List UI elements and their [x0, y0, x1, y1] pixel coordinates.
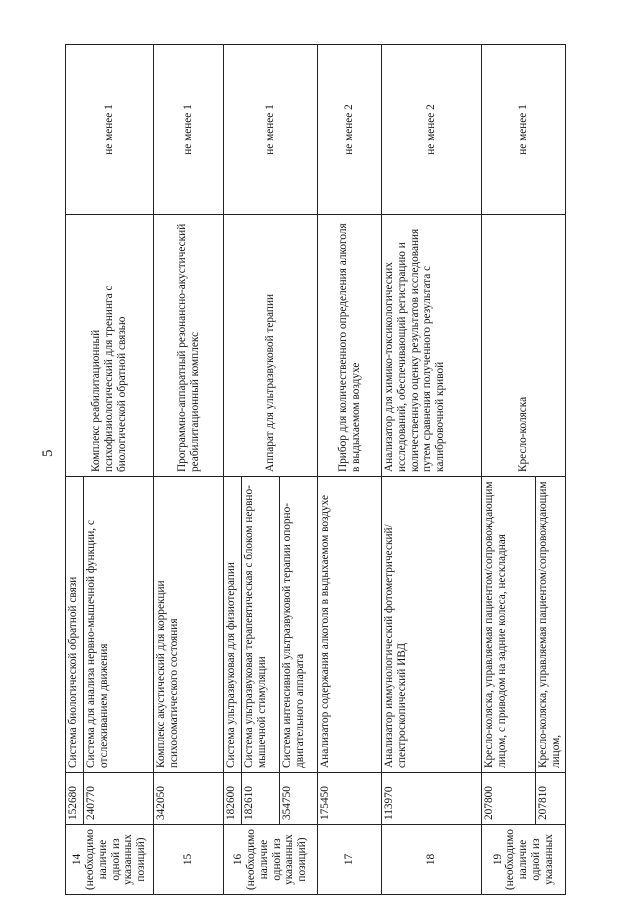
group-number-cell: 15 [154, 825, 224, 895]
code-cell: 240770 [84, 773, 154, 825]
quantity-cell: не менее 1 [154, 45, 224, 215]
name-cell: Анализатор иммунологический фотометрический/спектроскопический ИВД [382, 477, 482, 773]
code-cell: 113970 [382, 773, 482, 825]
quantity-cell: не менее 1 [224, 45, 318, 215]
code-cell: 207800 [482, 773, 536, 825]
group-number-cell: 16 (необходимо наличие одной из указанных позиций) [224, 825, 318, 895]
equipment-table [65, 44, 566, 895]
code-cell: 152680 [66, 773, 84, 825]
code-cell: 182600 [224, 773, 242, 825]
name-cell: Система ультразвуковая для физиотерапии [224, 477, 242, 773]
name-cell: Система биологической обратной связи [66, 477, 84, 773]
quantity-cell: не менее 2 [382, 45, 482, 215]
name-cell: Анализатор содержания алкоголя в выдыхаемом воздухе [318, 477, 382, 773]
quantity-cell: не менее 1 [66, 45, 154, 215]
equipment-cell: Прибор для количественного определения алкоголя в выдыхаемом воздухе [318, 215, 382, 477]
table-row [482, 45, 536, 895]
equipment-cell: Кресло-коляска [482, 215, 566, 477]
equipment-cell: Аппарат для ультразвуковой терапии [224, 215, 318, 477]
group-number-cell: 18 [382, 825, 482, 895]
code-cell: 342050 [154, 773, 224, 825]
name-cell: Кресло-коляска, управляемая пациентом/сопровождающим лицом, с приводом на задние колеса, нескладная [482, 477, 536, 773]
table-row [154, 45, 224, 895]
quantity-cell: не менее 2 [318, 45, 382, 215]
equipment-cell: Программно-аппаратный резонансно-акустический реабилитационный комплекс [154, 215, 224, 477]
code-cell: 175450 [318, 773, 382, 825]
equipment-cell: Комплекс реабилитационный психофизиологический для тренинга с биологической обратной связью [66, 215, 154, 477]
code-cell: 354750 [280, 773, 318, 825]
group-number-cell: 19 (необходимо наличие одной из указанных [482, 825, 566, 895]
name-cell: Система ультразвуковая терапевтическая с блоком нервно-мышечной стимуляции [242, 477, 280, 773]
table-row [66, 45, 84, 895]
name-cell: Кресло-коляска, управляемая пациентом/сопровождающим лицом, [536, 477, 566, 773]
name-cell: Система для анализа нервно-мышечной функции, с отслеживанием движения [84, 477, 154, 773]
equipment-cell: Анализатор для химико-токсикологических исследований, обеспечивающий регистрацию и количественную оценку результатов исследования путем сравнения полученного результата с калибровочной кривой [382, 215, 482, 477]
table-row [224, 45, 242, 895]
code-cell: 207810 [536, 773, 566, 825]
page-number: 5 [40, 449, 56, 457]
code-cell: 182610 [242, 773, 280, 825]
table-row [382, 45, 482, 895]
group-number-cell: 17 [318, 825, 382, 895]
name-cell: Система интенсивной ультразвуковой терапии опорно-двигательного аппарата [280, 477, 318, 773]
table-row [318, 45, 382, 895]
name-cell: Комплекс акустический для коррекции психосоматического состояния [154, 477, 224, 773]
group-number-cell: 14 (необходимо наличие одной из указанных позиций) [66, 825, 154, 895]
quantity-cell: не менее 1 [482, 45, 566, 215]
